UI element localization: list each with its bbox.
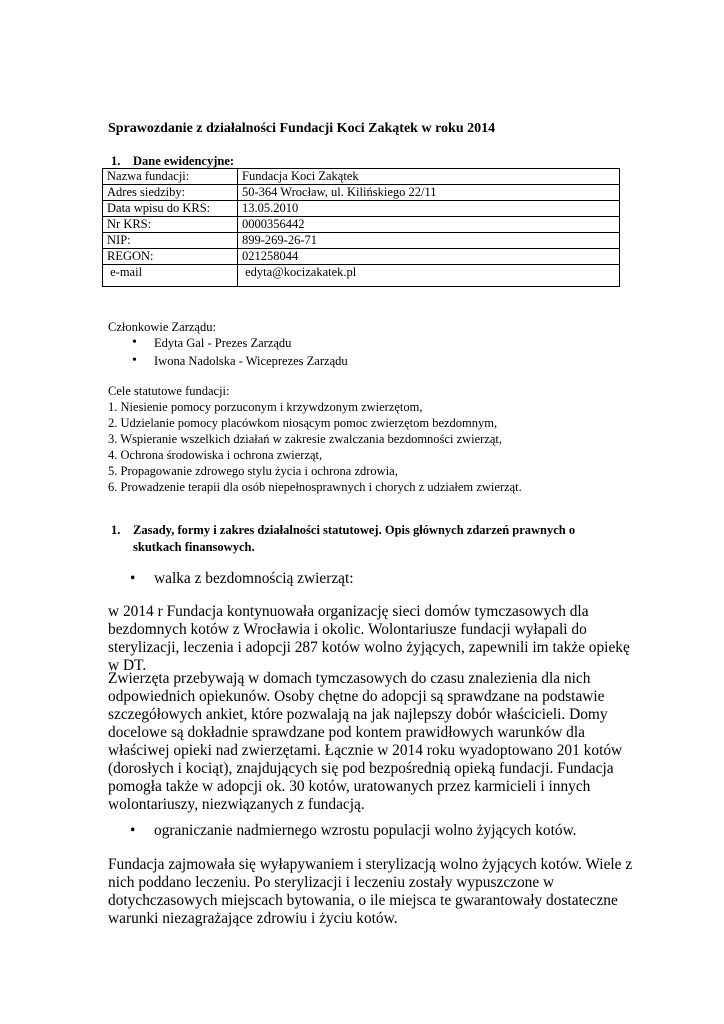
bullet-text: ograniczanie nadmiernego wzrostu populacji wolno żyjących kotów. bbox=[154, 822, 577, 839]
table-label: Adres siedziby: bbox=[103, 185, 238, 201]
table-label: e-mail bbox=[103, 265, 238, 287]
table-label: REGON: bbox=[103, 249, 238, 265]
goal-item: 3. Wspieranie wszelkich działań w zakresie zwalczania bezdomności zwierząt, bbox=[108, 432, 503, 446]
goals-section bbox=[108, 383, 522, 495]
goals-heading: Cele statutowe fundacji: bbox=[108, 384, 230, 398]
paragraph-sterilization bbox=[108, 856, 638, 928]
board-heading: Członkowie Zarządu: bbox=[108, 320, 216, 334]
table-label: Nazwa fundacji: bbox=[103, 169, 238, 185]
table-value: Fundacja Koci Zakątek bbox=[238, 169, 620, 185]
goal-item: 5. Propagowanie zdrowego stylu życia i ochrona zdrowia, bbox=[108, 464, 398, 478]
table-row bbox=[103, 217, 620, 233]
registration-table bbox=[102, 168, 620, 287]
list-item bbox=[108, 335, 348, 353]
board-member: Iwona Nadolska - Wiceprezes Zarządu bbox=[154, 354, 348, 368]
section-heading-activities bbox=[111, 522, 623, 556]
section-title-line: Zasady, formy i zakres działalności statutowej. Opis głównych zdarzeń prawnych o bbox=[133, 523, 576, 537]
paragraph-text: Fundacja zajmowała się wyłapywaniem i sterylizacją wolno żyjących kotów. Wiele z nich poddano leczeniu. Po sterylizacji i leczeniu zostały wypuszczone w dotychczasowych miejscach bytowania, o ile miejsca te gwarantowały dostateczne warunki niezagrażające zdrowiu i życiu kotów. bbox=[108, 856, 633, 927]
goal-item: 4. Ochrona środowiska i ochrona zwierząt, bbox=[108, 448, 323, 462]
table-row bbox=[103, 169, 620, 185]
table-label: Data wpisu do KRS: bbox=[103, 201, 238, 217]
goal-item: 1. Niesienie pomocy porzuconym i krzywdzonym zwierzętom, bbox=[108, 400, 423, 414]
board-member: Edyta Gal - Prezes Zarządu bbox=[154, 336, 292, 350]
board-members-list bbox=[108, 335, 348, 369]
section-number: 1. bbox=[111, 523, 121, 537]
table-value: 50-364 Wrocław, ul. Kilińskiego 22/11 bbox=[238, 185, 620, 201]
table-value: 021258044 bbox=[238, 249, 620, 265]
section-number: 1. bbox=[111, 154, 121, 168]
table-value: 13.05.2010 bbox=[238, 201, 620, 217]
section-heading-registration bbox=[111, 154, 235, 169]
bullet-icon: • bbox=[130, 570, 136, 587]
table-row bbox=[103, 249, 620, 265]
board-section bbox=[108, 319, 348, 369]
paragraph-text: Zwierzęta przebywają w domach tymczasowych do czasu znalezienia dla nich odpowiednich opiekunów. Osoby chętne do adopcji są sprawdzane na podstawie szczegółowych ankiet, które pozwalają na jak najlepszy dobór właścicieli. Domy docelowe są dokładnie sprawdzane pod kontem prawidłowych warunków dla właściwej opieki nad zwierzętami. Łącznie w 2014 roku wyadoptowano 201 kotów (dorosłych i kociąt), znajdujących się pod bezpośrednią opieką fundacji. Fundacja pomogła także w adopcji ok. 30 kotów, uratowanych przez karmicieli i innych wolontariuszy, niezwiązanych z fundacją. bbox=[108, 670, 623, 813]
bullet-icon: • bbox=[130, 822, 136, 839]
document-title: Sprawozdanie z działalności Fundacji Koci Zakątek w roku 2014 bbox=[108, 121, 496, 136]
table-row bbox=[103, 185, 620, 201]
table-label: NIP: bbox=[103, 233, 238, 249]
table-label: Nr KRS: bbox=[103, 217, 238, 233]
table-row bbox=[103, 201, 620, 217]
goal-item: 2. Udzielanie pomocy placówkom niosącym pomoc zwierzętom bezdomnym, bbox=[108, 416, 498, 430]
paragraph-temporary-homes bbox=[108, 603, 638, 675]
table-value: 899-269-26-71 bbox=[238, 233, 620, 249]
bullet-text: walka z bezdomnością zwierząt: bbox=[154, 570, 354, 587]
goal-item: 6. Prowadzenie terapii dla osób niepełnosprawnych i chorych z udziałem zwierząt. bbox=[108, 480, 522, 494]
list-item bbox=[108, 353, 348, 369]
paragraph-adoptions bbox=[108, 670, 638, 814]
section-title-line: skutkach finansowych. bbox=[133, 540, 255, 554]
table-row bbox=[103, 265, 620, 287]
table-row bbox=[103, 233, 620, 249]
section-title: Dane ewidencyjne: bbox=[133, 154, 235, 168]
table-value: 0000356442 bbox=[238, 217, 620, 233]
paragraph-text: w 2014 r Fundacja kontynuowała organizację sieci domów tymczasowych dla bezdomnych kotów z Wrocławia i okolic. Wolontariusze fundacji wyłapali do sterylizacji, leczenia i adopcji 287 kotów wolno żyjących, zapewnili im także opiekę w DT. bbox=[108, 603, 630, 674]
email-value: edyta@kocizakatek.pl bbox=[238, 265, 620, 287]
